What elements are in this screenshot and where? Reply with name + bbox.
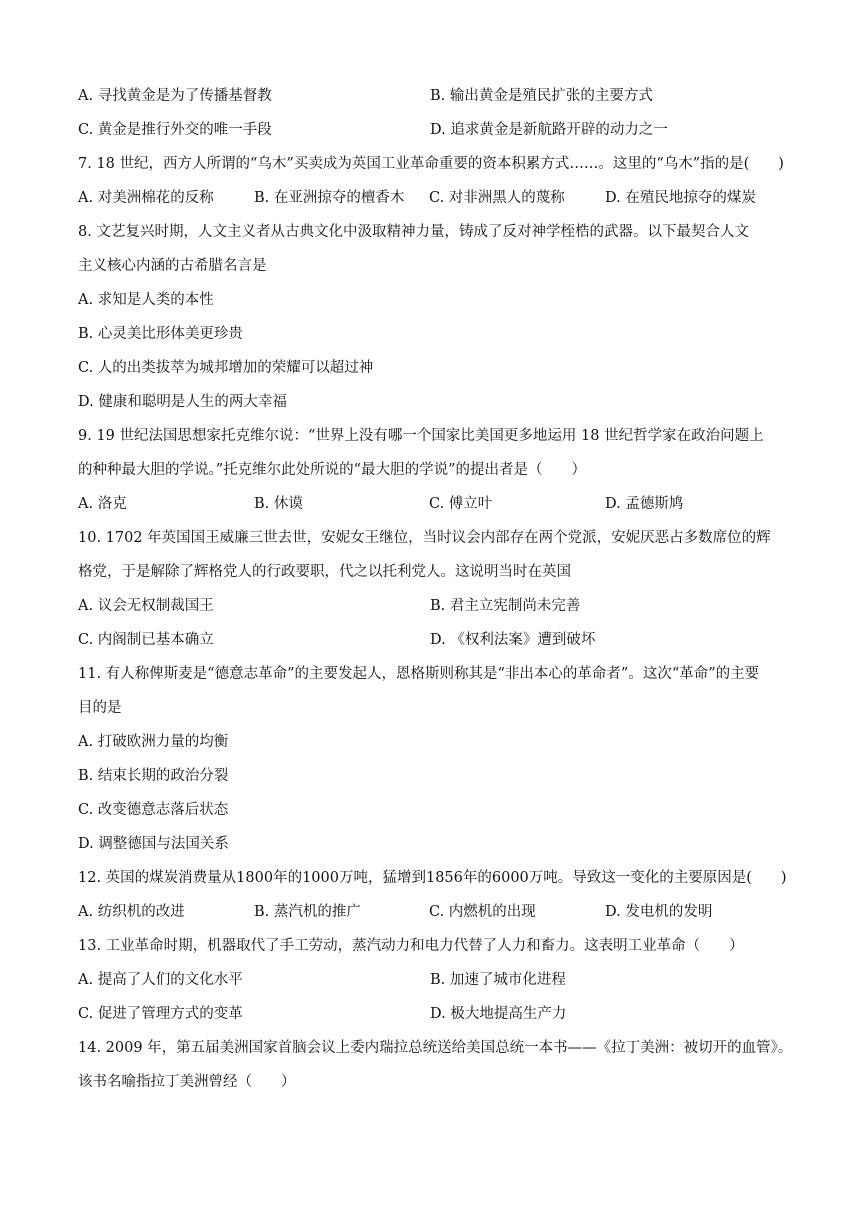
q9-stem-line-2: 的种种最大胆的学说。”托克维尔此处所说的“最大胆的学说”的提出者是（ ） — [78, 462, 586, 478]
q10-options-row-2 — [78, 628, 788, 662]
q12-option-b: B. 蒸汽机的推广 — [254, 904, 361, 920]
q11-stem-line-1: 11. 有人称俾斯麦是“德意志革命”的主要发起人，恩格斯则称其是“非出本心的革命者”。这次“革命”的主要 — [78, 666, 760, 682]
q6-option-b: B. 输出黄金是殖民扩张的主要方式 — [430, 88, 653, 104]
q7-option-a: A. 对美洲棉花的反称 — [78, 190, 214, 206]
q13-option-d: D. 极大地提高生产力 — [430, 1006, 567, 1022]
q10-option-d: D. 《权利法案》遭到破坏 — [430, 632, 596, 648]
q6-option-a: A. 寻找黄金是为了传播基督教 — [78, 88, 272, 104]
q13-options-row-2 — [78, 1002, 788, 1036]
q6-option-d: D. 追求黄金是新航路开辟的动力之一 — [430, 122, 668, 138]
q6-options-row-2 — [78, 118, 788, 152]
q9-option-b: B. 休谟 — [254, 496, 303, 512]
q12-option-c: C. 内燃机的出现 — [429, 904, 536, 920]
q8-option-d: D. 健康和聪明是人生的两大幸福 — [78, 394, 287, 410]
exam-page — [78, 84, 793, 1104]
q11-option-b: B. 结束长期的政治分裂 — [78, 768, 229, 784]
q11-stem-line-2: 目的是 — [78, 700, 122, 716]
q9-options-row — [78, 492, 788, 526]
q9-option-a: A. 洛克 — [78, 496, 127, 512]
q7-option-b: B. 在亚洲掠夺的檀香木 — [254, 190, 405, 206]
q8-option-c: C. 人的出类拔萃为城邦增加的荣耀可以超过神 — [78, 360, 374, 376]
q7-option-c: C. 对非洲黑人的蔑称 — [429, 190, 565, 206]
q14-stem-line-1: 14. 2009 年，第五届美洲国家首脑会议上委内瑞拉总统送给美国总统一本书——《拉丁美洲：被切开的血管》。 — [78, 1040, 793, 1056]
q8-option-a: A. 求知是人类的本性 — [78, 292, 214, 308]
q7-options-row — [78, 186, 788, 220]
q10-option-b: B. 君主立宪制尚未完善 — [430, 598, 581, 614]
q9-option-c: C. 傅立叶 — [429, 496, 493, 512]
q13-option-b: B. 加速了城市化进程 — [430, 972, 566, 988]
q14-stem-line-2: 该书名喻指拉丁美洲曾经（ ） — [78, 1074, 296, 1090]
q12-option-d: D. 发电机的发明 — [605, 904, 713, 920]
q11-option-d: D. 调整德国与法国关系 — [78, 836, 229, 852]
q10-stem-line-1: 10. 1702 年英国国王威廉三世去世，安妮女王继位，当时议会内部存在两个党派，安妮厌恶占多数席位的辉 — [78, 530, 771, 546]
q10-options-row-1 — [78, 594, 788, 628]
q10-stem-line-2: 格党，于是解除了辉格党人的行政要职，代之以托利党人。这说明当时在英国 — [78, 564, 571, 580]
q12-stem: 12. 英国的煤炭消费量从1800年的1000万吨，猛增到1856年的6000万吨。导致这一变化的主要原因是( ) — [78, 870, 787, 886]
q11-option-c: C. 改变德意志落后状态 — [78, 802, 229, 818]
q10-option-a: A. 议会无权制裁国王 — [78, 598, 214, 614]
q9-stem-line-1: 9. 19 世纪法国思想家托克维尔说：“世界上没有哪一个国家比美国更多地运用 18 世纪哲学家在政治问题上 — [78, 428, 764, 444]
q13-option-c: C. 促进了管理方式的变革 — [78, 1006, 243, 1022]
q10-option-c: C. 内阁制已基本确立 — [78, 632, 214, 648]
q7-stem: 7. 18 世纪，西方人所谓的“乌木”买卖成为英国工业革命重要的资本积累方式……。这里的“乌木”指的是( ) — [78, 156, 784, 172]
q12-option-a: A. 纺织机的改进 — [78, 904, 185, 920]
q9-option-d: D. 孟德斯鸠 — [605, 496, 684, 512]
q8-stem-line-1: 8. 文艺复兴时期，人文主义者从古典文化中汲取精神力量，铸成了反对神学桎梏的武器。以下最契合人文 — [78, 224, 749, 240]
q11-option-a: A. 打破欧洲力量的均衡 — [78, 734, 229, 750]
q12-options-row — [78, 900, 788, 934]
q13-stem: 13. 工业革命时期，机器取代了手工劳动，蒸汽动力和电力代替了人力和畜力。这表明工业革命（ ） — [78, 938, 744, 954]
q8-option-b: B. 心灵美比形体美更珍贵 — [78, 326, 243, 342]
q6-option-c: C. 黄金是推行外交的唯一手段 — [78, 122, 272, 138]
q13-option-a: A. 提高了人们的文化水平 — [78, 972, 243, 988]
q8-stem-line-2: 主义核心内涵的古希腊名言是 — [78, 258, 267, 274]
q6-options-row-1 — [78, 84, 788, 118]
q13-options-row-1 — [78, 968, 788, 1002]
q7-option-d: D. 在殖民地掠夺的煤炭 — [605, 190, 756, 206]
